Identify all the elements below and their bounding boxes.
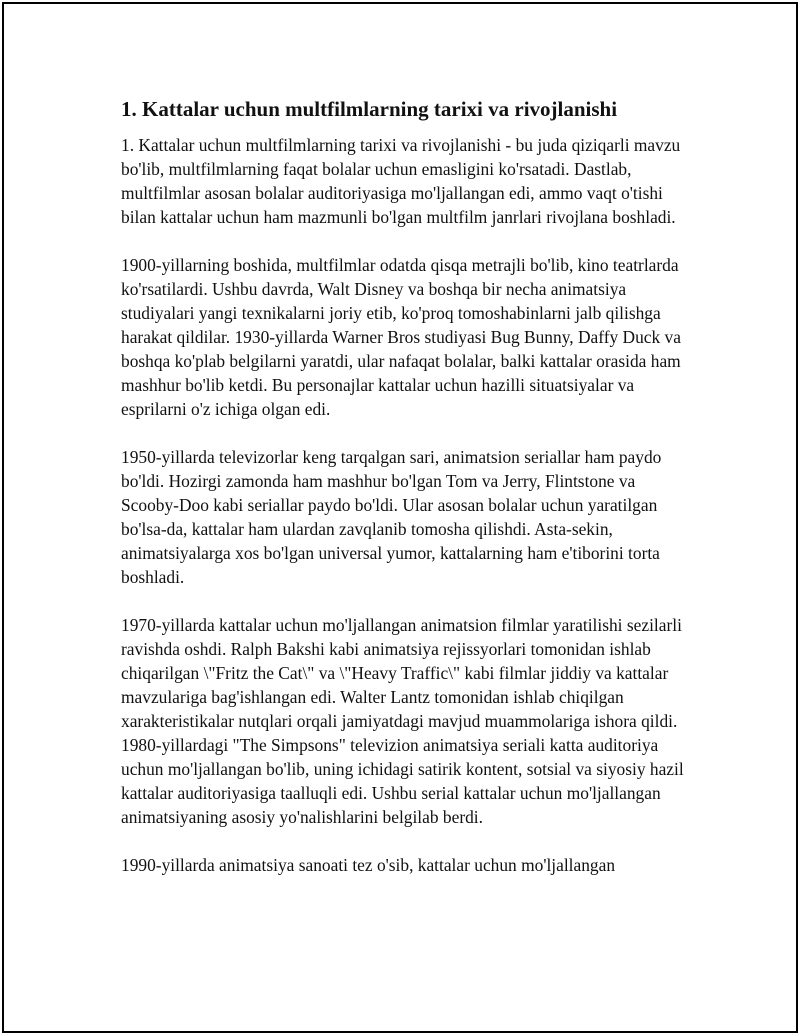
paragraph-intro: 1. Kattalar uchun multfilmlarning tarixi va rivojlanishi - bu juda qiziqarli mavzu bo'lib, multfilmlarning faqat bolalar uchun emasligini ko'rsatadi. Dastlab, multfilmlar asosan bolalar auditoriyasiga mo'ljallangan edi, ammo vaqt o'tishi bilan kattalar uchun ham mazmunli bo'lgan multfilm janrlari rivojlana boshladi. xyxy=(121,135,681,227)
paragraph-1990s: 1990-yillarda animatsiya sanoati tez o'sib, kattalar uchun mo'ljallangan xyxy=(121,855,616,875)
document-title: 1. Kattalar uchun multfilmlarning tarixi va rivojlanishi xyxy=(121,97,618,121)
paragraph-1970s: 1970-yillarda kattalar uchun mo'ljallangan animatsion filmlar yaratilishi sezilarli ravishda oshdi. Ralph Bakshi kabi animatsiya rejissyorlari tomonidan ishlab chiqarilgan \"Fritz the Cat\" va \"Heavy Traffic\" kabi filmlar jiddiy va kattalar mavzulariga bag'ishlangan edi. Walter Lantz tomonidan ishlab chiqilgan xarakteristikalar nutqlari orqali jamiyatdagi mavjud muammolariga ishora qildi. 1980-yillardagi "The Simpsons" televizion animatsiya seriali katta auditoriya uchun mo'ljallangan bo'lib, uning ichidagi satirik kontent, sotsial va siyosiy hazil kattalar auditoriyasiga taalluqli edi. Ushbu serial kattalar uchun mo'ljallangan animatsiyaning asosiy yo'nalishlarini belgilab berdi. xyxy=(121,615,684,827)
paragraph-1900s: 1900-yillarning boshida, multfilmlar odatda qisqa metrajli bo'lib, kino teatrlarda ko'rsatilardi. Ushbu davrda, Walt Disney va boshqa bir necha animatsiya studiyalari yangi texnikalarni joriy etib, ko'proq tomoshabinlarni jalb qilishga harakat qildilar. 1930-yillarda Warner Bros studiyasi Bug Bunny, Daffy Duck va boshqa ko'plab belgilarni yaratdi, ular nafaqat bolalar, balki kattalar orasida ham mashhur bo'lib ketdi. Bu personajlar kattalar uchun hazilli situatsiyalar va esprilarni o'z ichiga olgan edi. xyxy=(121,255,681,419)
paragraph-1950s: 1950-yillarda televizorlar keng tarqalgan sari, animatsion seriallar ham paydo bo'ldi. Hozirgi zamonda ham mashhur bo'lgan Tom va Jerry, Flintstone va Scooby-Doo kabi seriallar paydo bo'ldi. Ular asosan bolalar uchun yaratilgan bo'lsa-da, kattalar ham ulardan zavqlanib tomosha qilishdi. Asta-sekin, animatsiyalarga xos bo'lgan universal yumor, kattalarning ham e'tiborini torta boshladi. xyxy=(121,447,662,587)
document-page xyxy=(2,2,798,1033)
document-content xyxy=(121,94,691,901)
